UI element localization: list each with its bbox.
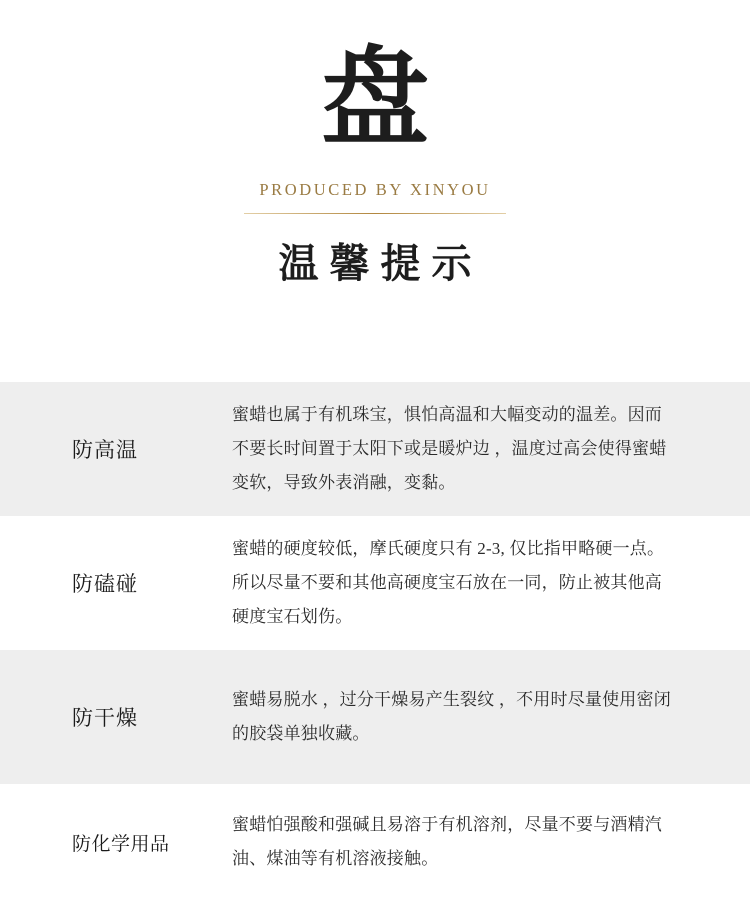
- brand-logo-character: 盘: [320, 40, 429, 159]
- tip-text: 蜜蜡易脱水 ，过分干燥易产生裂纹 ，不用时尽量使用密闭的胶袋单独收藏。: [232, 690, 671, 743]
- tip-label: 防高温: [72, 438, 138, 462]
- tip-label: 防化学用品: [72, 833, 170, 855]
- tip-label: 防磕碰: [72, 572, 138, 596]
- tip-text: 蜜蜡的硬度较低，摩氏硬度只有 2-3, 仅比指甲略硬一点。所以尽量不要和其他高硬度宝石放在一同，防止被其他高硬度宝石划伤。: [232, 539, 665, 626]
- tip-text: 蜜蜡怕强酸和强碱且易溶于有机溶剂，尽量不要与酒精汽油、煤油等有机溶液接触。: [232, 815, 662, 868]
- page-header: [0, 0, 750, 289]
- brand-tagline: PRODUCED BY XINYOU: [259, 180, 491, 199]
- tips-list: [0, 382, 750, 900]
- tip-label: 防干燥: [72, 706, 138, 730]
- page-title: 温馨提示: [278, 241, 483, 286]
- list-item: [0, 382, 750, 516]
- tip-text: 蜜蜡也属于有机珠宝，惧怕高温和大幅变动的温差。因而不要长时间置于太阳下或是暖炉边 ，温度过高会使得蜜蜡变软，导致外表消融，变黏。: [232, 405, 667, 492]
- gold-divider: [244, 213, 506, 214]
- list-item: [0, 516, 750, 650]
- list-item: [0, 650, 750, 784]
- list-item: [0, 784, 750, 900]
